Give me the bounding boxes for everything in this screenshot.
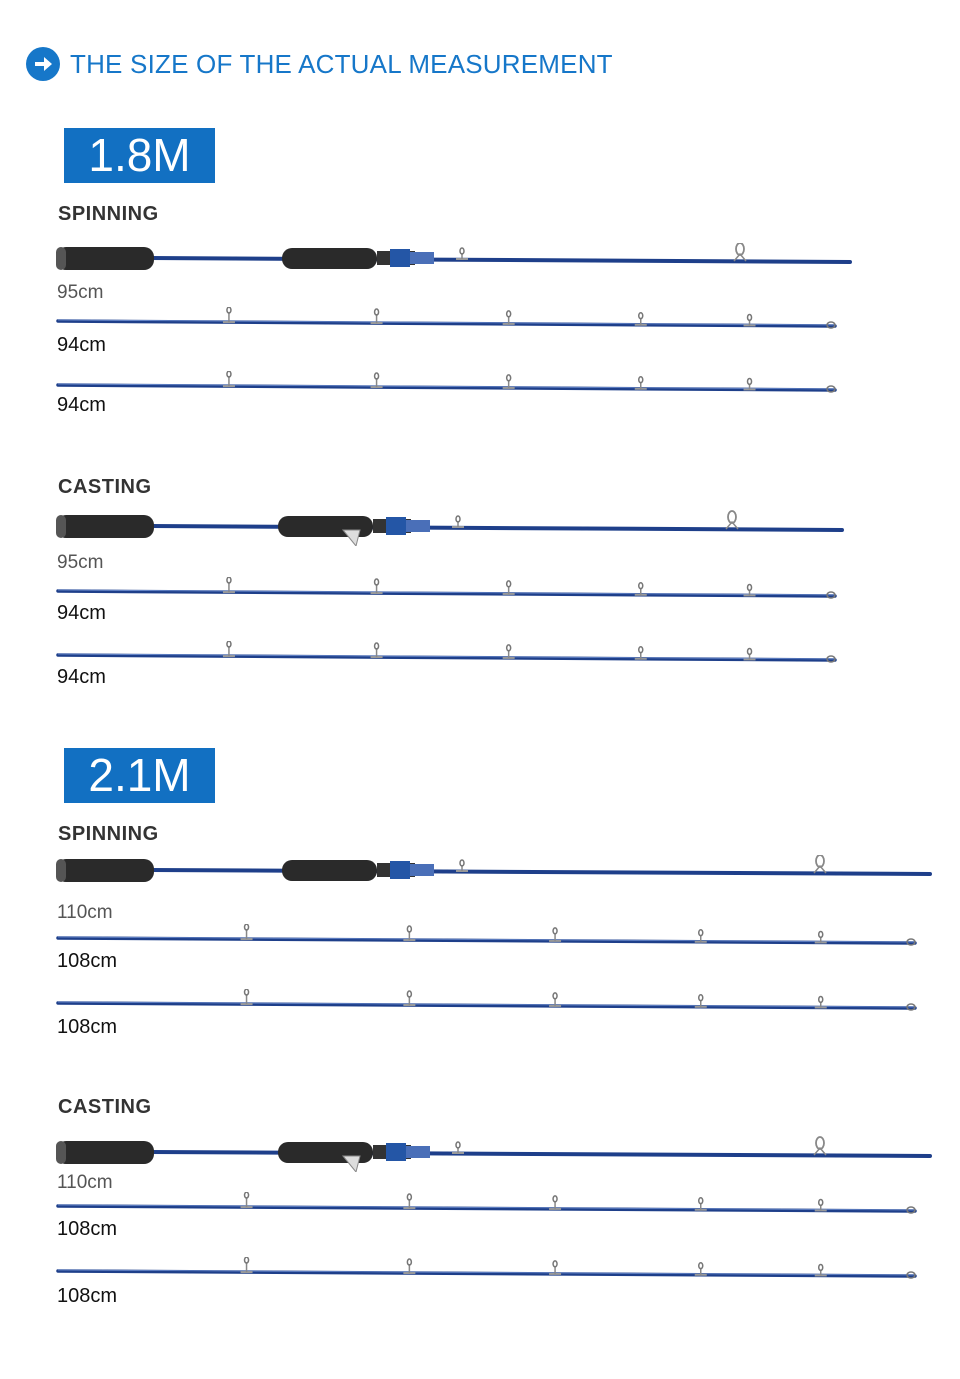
rod-mid-section xyxy=(0,307,960,337)
fore-grip xyxy=(282,860,377,881)
rear-grip xyxy=(56,515,154,538)
section-length-label: 110cm xyxy=(57,902,113,923)
butt-cap xyxy=(56,1141,66,1164)
trigger xyxy=(343,1156,360,1172)
rod-butt-section xyxy=(0,855,960,885)
variant-label-casting: CASTING xyxy=(58,476,152,498)
trigger xyxy=(343,530,360,546)
rod-butt-section xyxy=(0,506,960,546)
reel-seat-hood xyxy=(390,861,410,879)
winding-check xyxy=(406,1146,430,1158)
rod-tip-section xyxy=(0,989,960,1019)
reel-seat-hood xyxy=(390,249,410,267)
variant-label-spinning: SPINNING xyxy=(58,203,159,225)
reel-seat-hood xyxy=(386,517,406,535)
rod-blank xyxy=(58,1271,915,1276)
winding-check xyxy=(410,252,434,264)
rear-grip xyxy=(56,859,154,882)
rod-blank xyxy=(58,655,835,660)
rear-grip xyxy=(56,1141,154,1164)
rod-blank xyxy=(58,1206,915,1211)
section-length-label: 94cm xyxy=(57,394,106,416)
fore-grip xyxy=(282,248,377,269)
arrow-right-icon xyxy=(26,47,60,81)
rod-blank xyxy=(58,385,835,390)
rod-blank xyxy=(58,321,835,326)
section-length-label: 94cm xyxy=(57,666,106,688)
section-length-label: 108cm xyxy=(57,1218,118,1240)
rod-blank xyxy=(150,1152,930,1156)
page-header xyxy=(26,46,613,82)
size-badge-2-1m: 2.1M xyxy=(64,748,215,803)
butt-cap xyxy=(56,515,66,538)
variant-label-casting: CASTING xyxy=(58,1096,152,1118)
winding-check xyxy=(410,864,434,876)
rod-tip-section xyxy=(0,1257,960,1287)
rod-tip-section xyxy=(0,371,960,401)
rod-blank xyxy=(150,526,842,530)
rod-blank xyxy=(58,938,915,943)
rod-blank xyxy=(58,1003,915,1008)
butt-cap xyxy=(56,859,66,882)
rod-mid-section xyxy=(0,1192,960,1222)
section-length-label: 108cm xyxy=(57,1016,118,1038)
variant-label-spinning: SPINNING xyxy=(58,823,159,845)
section-length-label: 110cm xyxy=(57,1172,113,1193)
winding-check xyxy=(406,520,430,532)
reel-seat-hood xyxy=(386,1143,406,1161)
section-length-label: 108cm xyxy=(57,1285,118,1307)
butt-cap xyxy=(56,247,66,270)
rod-tip-section xyxy=(0,641,960,671)
section-length-label: 95cm xyxy=(57,282,104,303)
rod-blank xyxy=(58,591,835,596)
size-badge-1-8m: 1.8M xyxy=(64,128,215,183)
section-length-label: 94cm xyxy=(57,334,106,356)
rod-butt-section xyxy=(0,1132,960,1172)
page-title: THE SIZE OF THE ACTUAL MEASUREMENT xyxy=(70,48,613,79)
rod-mid-section xyxy=(0,924,960,954)
rod-blank xyxy=(150,870,930,874)
section-length-label: 95cm xyxy=(57,552,104,573)
rod-mid-section xyxy=(0,577,960,607)
section-length-label: 94cm xyxy=(57,602,106,624)
rear-grip xyxy=(56,247,154,270)
rod-butt-section xyxy=(0,243,960,273)
section-length-label: 108cm xyxy=(57,950,118,972)
